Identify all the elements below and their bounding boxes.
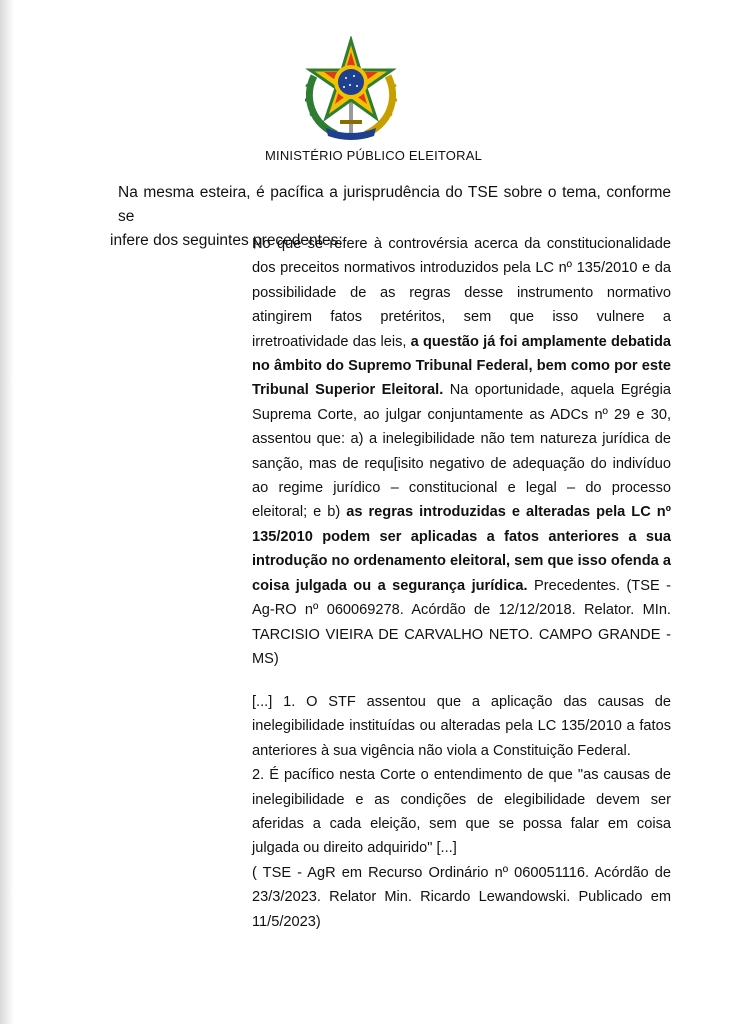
quote-1-text-a: No que se refere à controvérsia acerca da constitucionalidade dos preceitos normativos introduzidos pela LC nº 135/2010 e da possibilidade de as regras desse instrumento normativo atingirem fatos pretéritos, sem que isso vulnere a irretroatividade das leis,: [252, 236, 671, 350]
quote-2-citation: ( TSE - AgR em Recurso Ordinário nº 060051116. Acórdão de 23/3/2023. Relator Min. Ricardo Lewandowski. Publicado em 11/5/2023): [252, 864, 671, 930]
quote-1-bold-a: a questão já foi amplamente debatida no âmbito do Supremo Tribunal Federal, bem como por este Tribunal Superior Eleitoral.: [252, 333, 671, 399]
precedent-quote-2: [252, 690, 671, 934]
organization-header: MINISTÉRIO PÚBLICO ELEITORAL: [264, 148, 483, 163]
quote-2-item-2: 2. É pacífico nesta Corte o entendimento de que "as causas de inelegibilidade e as condições de elegibilidade devem ser aferidas a cada eleição, sem que se possa falar em coisa julgada ou direito adquirido" [...]: [252, 767, 671, 857]
quote-1-citation: Precedentes. (TSE - Ag-RO nº 060069278. Acórdão de 12/12/2018. Relator. MIn. TARCISIO VIEIRA DE CARVALHO NETO. CAMPO GRANDE - MS): [252, 577, 672, 667]
quote-1-paragraph: [252, 232, 671, 671]
quote-2-item-1: [...] 1. O STF assentou que a aplicação das causas de inelegibilidade instituídas ou alteradas pela LC 135/2010 a fatos anteriores à sua vigência não viola a Constituição Federal.: [252, 694, 671, 759]
precedent-quote-1: [252, 232, 671, 671]
intro-line-1: Na mesma esteira, é pacífica a jurisprudência do TSE sobre o tema, conforme se: [118, 184, 671, 225]
quote-1-bold-b: as regras introduzidas e alteradas pela LC nº 135/2010 podem ser aplicadas a fatos anteriores a sua introdução no ordenamento eleitoral, sem que isso ofenda a coisa julgada ou a segurança jurídica.: [252, 504, 671, 594]
brazil-coat-of-arms-icon: [300, 36, 402, 142]
intro-line-2: infere dos seguintes precedentes:: [110, 232, 343, 249]
quote-1-text-b: Na oportunidade, aquela Egrégia Suprema Corte, ao julgar conjuntamente as ADCs nº 29 e 30, assentou que: a) a inelegibilidade não tem natureza jurídica de sanção, mas de requ[isito negativo de adequação do indivíduo ao regime jurídico – constitucional e legal – do processo eleitoral; e b): [252, 382, 672, 521]
